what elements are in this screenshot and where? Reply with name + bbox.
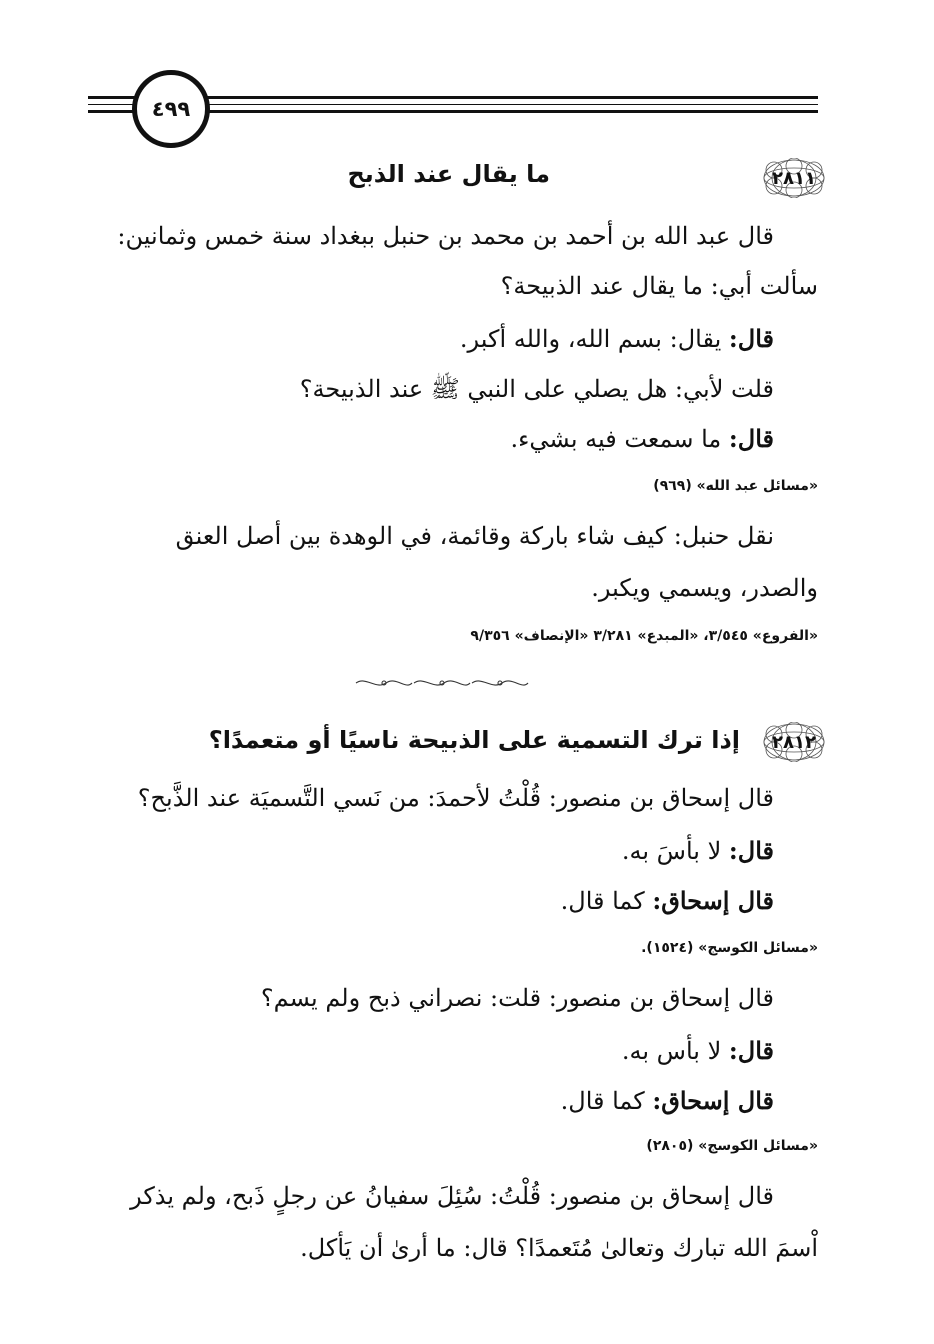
entry-title: إذا ترك التسمية على الذبيحة ناسيًا أو متعمدًا؟ [208, 726, 740, 754]
ornament-divider-icon [352, 676, 532, 690]
citation: «مسائل الكوسج» (١٥٢٤). [641, 940, 818, 956]
page-number-circle [132, 70, 210, 148]
citation: «مسائل عبد الله» (٩٦٩) [653, 478, 818, 494]
text-line: قال إسحاق بن منصور: قُلْتُ لأحمدَ: من نَسي التَّسميَة عند الذَّبح؟ [137, 784, 774, 812]
entry-number: ٢٨١٢ [772, 731, 816, 753]
text-line: قال إسحاق: كما قال. [560, 886, 774, 915]
entry-number-badge [762, 158, 826, 198]
text-line: نقل حنبل: كيف شاء باركة وقائمة، في الوهدة بين أصل العنق [175, 522, 774, 550]
citation: «مسائل الكوسج» (٢٨٠٥) [646, 1138, 818, 1154]
text-line: اْسمَ الله تبارك وتعالىٰ مُتَعمدًا؟ قال: ما أرىٰ أن يَأكل. [300, 1234, 818, 1262]
text-line: قال: ما سمعت فيه بشيء. [510, 424, 774, 453]
text-line: قال إسحاق: كما قال. [560, 1086, 774, 1115]
entry-number: ٢٨١١ [772, 167, 816, 189]
text-line: قال إسحاق بن منصور: قُلْتُ: سُئِلَ سفيانُ عن رجلٍ ذَبح، ولم يذكر [130, 1182, 774, 1210]
text-line: قال: لا بأسَ به. [621, 836, 774, 865]
text-line: قال عبد الله بن أحمد بن محمد بن حنبل ببغداد سنة خمس وثمانين: [117, 222, 774, 250]
page-number: ٤٩٩ [151, 97, 191, 121]
text-line: قال إسحاق بن منصور: قلت: نصراني ذبح ولم يسم؟ [260, 984, 774, 1012]
citation: «الفروع» ٣/٥٤٥، «المبدع» ٣/٢٨١ «الإنصاف» ٩/٣٥٦ [470, 628, 818, 644]
text-line: والصدر، ويسمي ويكبر. [591, 574, 818, 602]
text-line: قال: يقال: بسم الله، والله أكبر. [459, 324, 774, 353]
text-line: قلت لأبي: هل يصلي على النبي ﷺ عند الذبيحة؟ [299, 375, 774, 403]
entry-number-badge [762, 722, 826, 762]
entry-title: ما يقال عند الذبح [347, 160, 550, 188]
text-line: قال: لا بأس به. [621, 1036, 774, 1065]
text-line: سألت أبي: ما يقال عند الذبيحة؟ [500, 272, 818, 300]
